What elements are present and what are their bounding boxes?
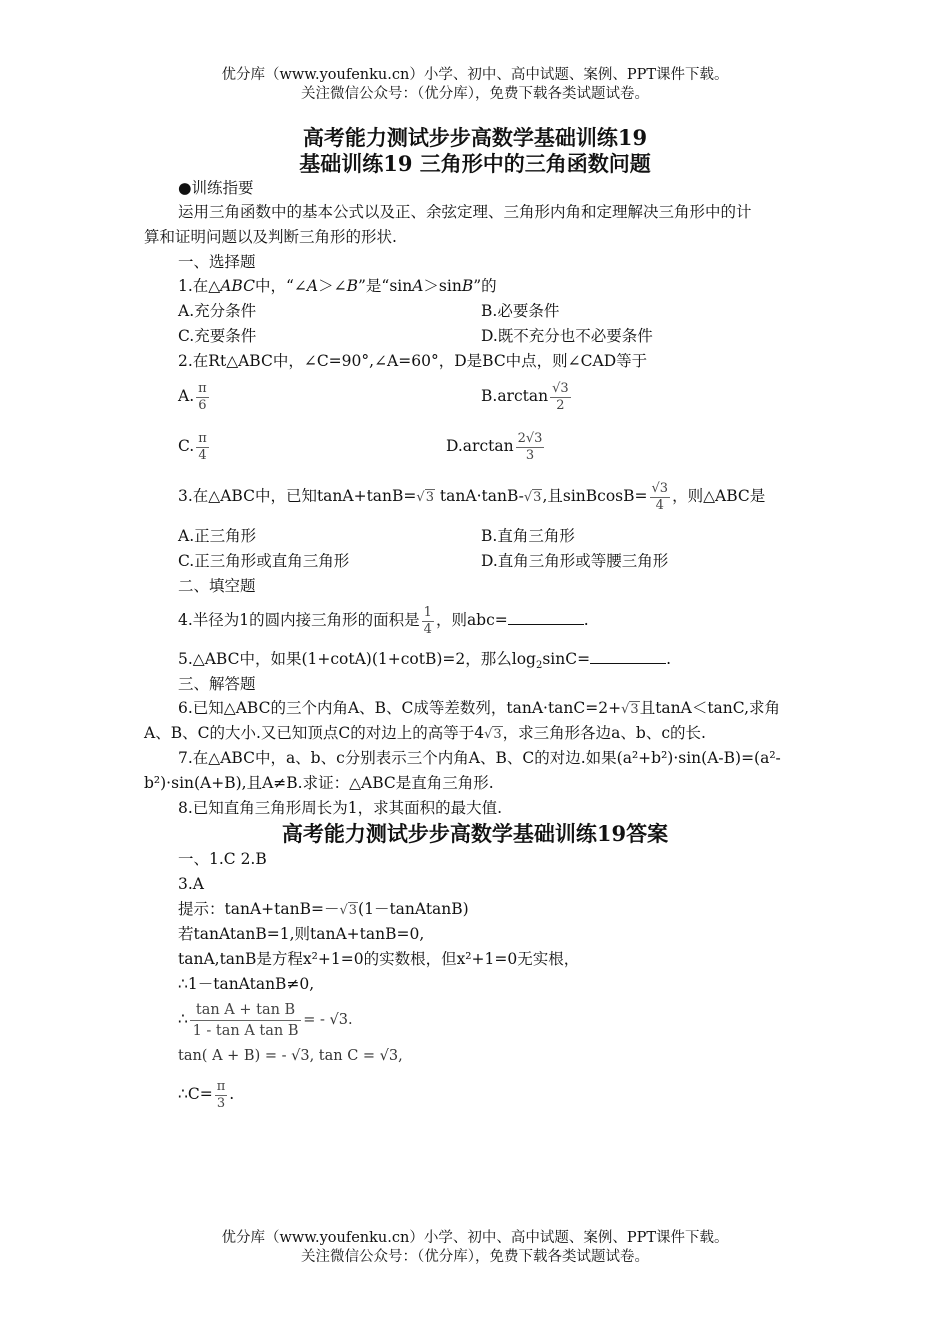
section-choice: 一、选择题 bbox=[178, 253, 256, 271]
q6-line-2: A、B、C的大小.又已知顶点C的对边上的高等于4√3，求三角形各边a、b、c的长. bbox=[144, 722, 706, 746]
fraction: $\frac{√3}{2}$ bbox=[552, 380, 569, 413]
q3-option-b: B.直角三角形 bbox=[481, 527, 575, 545]
q3-option-c: C.正三角形或直角三角形 bbox=[178, 552, 350, 570]
guide-line-1: 运用三角函数中的基本公式以及正、余弦定理、三角形内角和定理解决三角形中的计 bbox=[178, 203, 752, 221]
guide-line-2: 算和证明问题以及判断三角形的形状. bbox=[144, 228, 397, 246]
q2-option-c: C. $\frac{\pi}{4}$ bbox=[178, 430, 207, 463]
q2-option-b: B.arctan $\frac{√3}{2}$ bbox=[481, 380, 569, 413]
q1-stem: 1.在△ABC中，“∠A＞∠B”是“sinA＞sinB”的 bbox=[178, 277, 497, 295]
q5-stem: 5.△ABC中，如果(1+cotA)(1+cotB)=2，那么$\log_2\sin C=$ . bbox=[178, 650, 672, 672]
q6-line-1: 6.已知△ABC的三个内角A、B、C成等差数列，tanA·tanC=2+√3且tanA＜tanC,求角 bbox=[178, 697, 780, 721]
answer-line-6: ∴1－tanAtanB≠0, bbox=[178, 975, 315, 993]
fraction: $\frac{\pi}{3}$ bbox=[216, 1078, 226, 1111]
sqrt: √3 bbox=[416, 490, 434, 505]
q1-option-d: D.既不充分也不必要条件 bbox=[481, 327, 653, 345]
sqrt: √3 bbox=[621, 702, 639, 717]
answer-line-8: tan( A + B) = - √3, tan C = √3, bbox=[178, 1048, 403, 1064]
q1-option-c: C.充要条件 bbox=[178, 327, 257, 345]
fraction: $\frac{\text{tan A + tan B}}{\text{1 - tan A tan B}}$ bbox=[190, 1000, 301, 1041]
sqrt: √3 bbox=[484, 727, 502, 742]
header-line-2: 关注微信公众号：（优分库），免费下载各类试题试卷。 bbox=[301, 86, 649, 102]
fraction: $\frac{\pi}{4}$ bbox=[198, 430, 207, 463]
q3-option-a: A.正三角形 bbox=[178, 527, 257, 545]
q2-option-d: D.arctan $\frac{2√3}{3}$ bbox=[446, 430, 543, 463]
q1-option-b: B.必要条件 bbox=[481, 302, 560, 320]
answer-line-7: ∴ $\frac{\text{tan A + tan B}}{\text{1 - tan A tan B}}$ = - √3. bbox=[178, 1001, 353, 1039]
section-fill: 二、填空题 bbox=[178, 577, 256, 595]
footer-line-2: 关注微信公众号：（优分库），免费下载各类试题试卷。 bbox=[301, 1249, 649, 1265]
q3-stem: 3.在△ABC中，已知tanA+tanB=√3 tanA·tanB-√3,且sinBcosB= $\frac{√3}{4}$ ，则△ABC是 bbox=[178, 476, 765, 518]
answer-blank bbox=[590, 649, 666, 664]
answer-line-2: 3.A bbox=[178, 875, 204, 893]
answer-blank bbox=[508, 610, 584, 625]
page-title: 高考能力测试步步高数学基础训练19 bbox=[302, 125, 648, 150]
header-line-1: 优分库（www.youfenku.cn）小学、初中、高中试题、案例、PPT课件下载。 bbox=[221, 67, 729, 83]
q3-option-d: D.直角三角形或等腰三角形 bbox=[481, 552, 669, 570]
q4-stem: 4.半径为1的圆内接三角形的面积是 $\frac{1}{4}$ ，则abc= . bbox=[178, 604, 589, 637]
q7-line-1: 7.在△ABC中，a、b、c分别表示三个内角A、B、C的对边.如果(a²+b²)·sin(A-B)=(a²- bbox=[178, 749, 781, 767]
fraction: $\frac{1}{4}$ bbox=[423, 604, 432, 637]
sqrt: √3 bbox=[339, 903, 358, 918]
q8-stem: 8.已知直角三角形周长为1，求其面积的最大值. bbox=[178, 799, 503, 817]
guide-heading: ●训练指要 bbox=[178, 179, 254, 197]
answer-line-5: tanA,tanB是方程x²+1=0的实数根，但x²+1=0无实根， bbox=[178, 950, 580, 968]
sqrt: √3 bbox=[523, 490, 542, 505]
answer-title: 高考能力测试步步高数学基础训练19答案 bbox=[281, 821, 669, 846]
answer-line-3: 提示：tanA+tanB=－√3(1－tanAtanB) bbox=[178, 898, 469, 922]
section-solve: 三、解答题 bbox=[178, 675, 256, 693]
answer-line-9: ∴C= $\frac{\pi}{3}$ . bbox=[178, 1078, 235, 1111]
answer-line-1: 一、1.C 2.B bbox=[178, 850, 267, 868]
answer-line-4: 若tanAtanB=1,则tanA+tanB=0, bbox=[178, 925, 425, 943]
fraction: $\frac{2√3}{3}$ bbox=[517, 430, 543, 463]
fraction: $\frac{√3}{4}$ bbox=[651, 480, 669, 513]
page-subtitle: 基础训练19 三角形中的三角函数问题 bbox=[299, 151, 651, 176]
q2-option-a: A. $\frac{\pi}{6}$ bbox=[178, 380, 207, 413]
q1-option-a: A.充分条件 bbox=[178, 302, 257, 320]
q2-stem: 2.在Rt△ABC中，∠C=90°,∠A=60°，D是BC中点，则∠CAD等于 bbox=[178, 352, 648, 370]
fraction: $\frac{\pi}{6}$ bbox=[198, 380, 207, 413]
footer-line-1: 优分库（www.youfenku.cn）小学、初中、高中试题、案例、PPT课件下载。 bbox=[221, 1230, 729, 1246]
q7-line-2: b²)·sin(A+B),且A≠B.求证：△ABC是直角三角形. bbox=[144, 774, 494, 792]
